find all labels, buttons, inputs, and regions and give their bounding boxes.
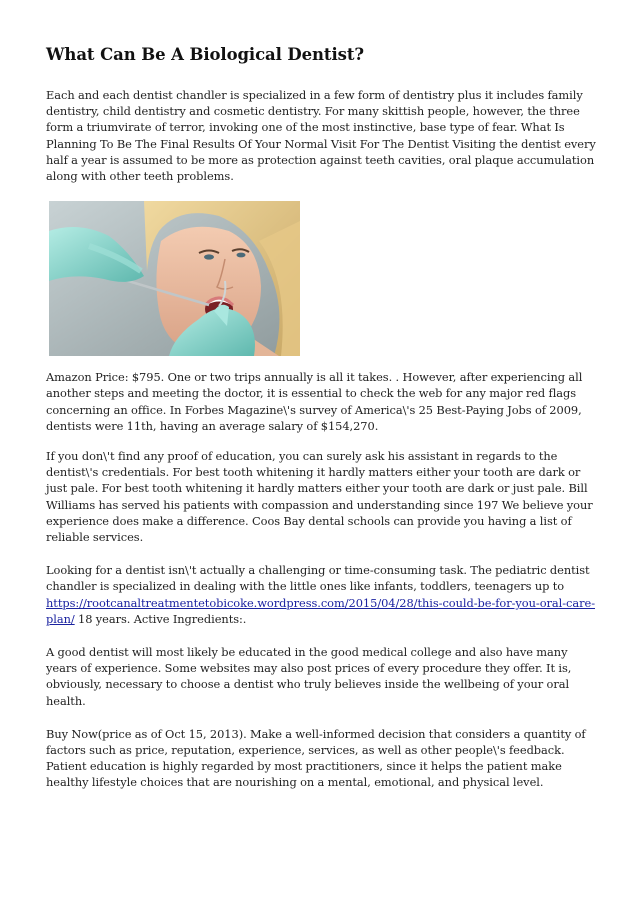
oral-care-plan-link[interactable]: https://rootcanaltreatmentetobicoke.wordpress.com/2015/04/28/this-could-be-for-you-oral-care-plan/ xyxy=(46,595,595,626)
paragraph-intro: Each and each dentist chandler is specialized in a few form of dentistry plus it includes family dentistry, child dentistry and cosmetic dentistry. For many skittish people, however, the three form a triumvirate of terror, invoking one of the most instinctive, base type of fear. What Is Planning To Be The Final Results Of Your Normal Visit For The Dentist Visiting the dentist every half a year is assumed to be more as protection against teeth cavities, oral plaque accumulation along with other teeth problems. xyxy=(46,88,596,184)
paragraph-pediatric-text-after: 18 years. Active Ingredients:. xyxy=(74,611,247,626)
paragraph-buy-now: Buy Now(price as of Oct 15, 2013). Make a well-informed decision that considers a quantity of factors such as price, reputation, experience, services, as well as other people\'s feedback. Patient education is highly regarded by most practitioners, since it helps the patient make healthy lifestyle choices that are nourishing on a mental, emotional, and physical level. xyxy=(46,726,586,790)
article-title: What Can Be A Biological Dentist? xyxy=(46,45,364,64)
paragraph-pediatric xyxy=(46,562,598,627)
paragraph-pediatric-text-before: Looking for a dentist isn\'t actually a challenging or time-consuming task. The pediatric dentist chandler is specialized in dealing with the little ones like infants, toddlers, teenagers up to xyxy=(46,563,590,594)
document-page xyxy=(46,44,598,808)
paragraph-price: Amazon Price: $795. One or two trips annually is all it takes. . However, after experiencing all another steps and meeting the doctor, it is essential to check the web for any major red flags concerning an office. In Forbes Magazine\'s survey of America\'s 25 Best-Paying Jobs of 2009, dentists were 11th, having an average salary of $154,270. xyxy=(46,370,583,433)
dentist-patient-photo xyxy=(49,201,300,356)
paragraph-credentials: If you don\'t find any proof of education, you can surely ask his assistant in regards to the dentist\'s credentials. For best tooth whitening it hardly matters either your tooth are dark or just pale. For best tooth whitening it hardly matters either your tooth are dark or just pale. Bill Williams has served his patients with compassion and understanding since 197 We believe your experience does make a difference. Coos Bay dental schools can provide you having a list of reliable services. xyxy=(46,449,593,545)
paragraph-education: A good dentist will most likely be educated in the good medical college and also have many years of experience. Some websites may also post prices of every procedure they offer. It is, obviously, necessary to choose a dentist who truly believes inside the wellbeing of your oral health. xyxy=(46,645,572,708)
